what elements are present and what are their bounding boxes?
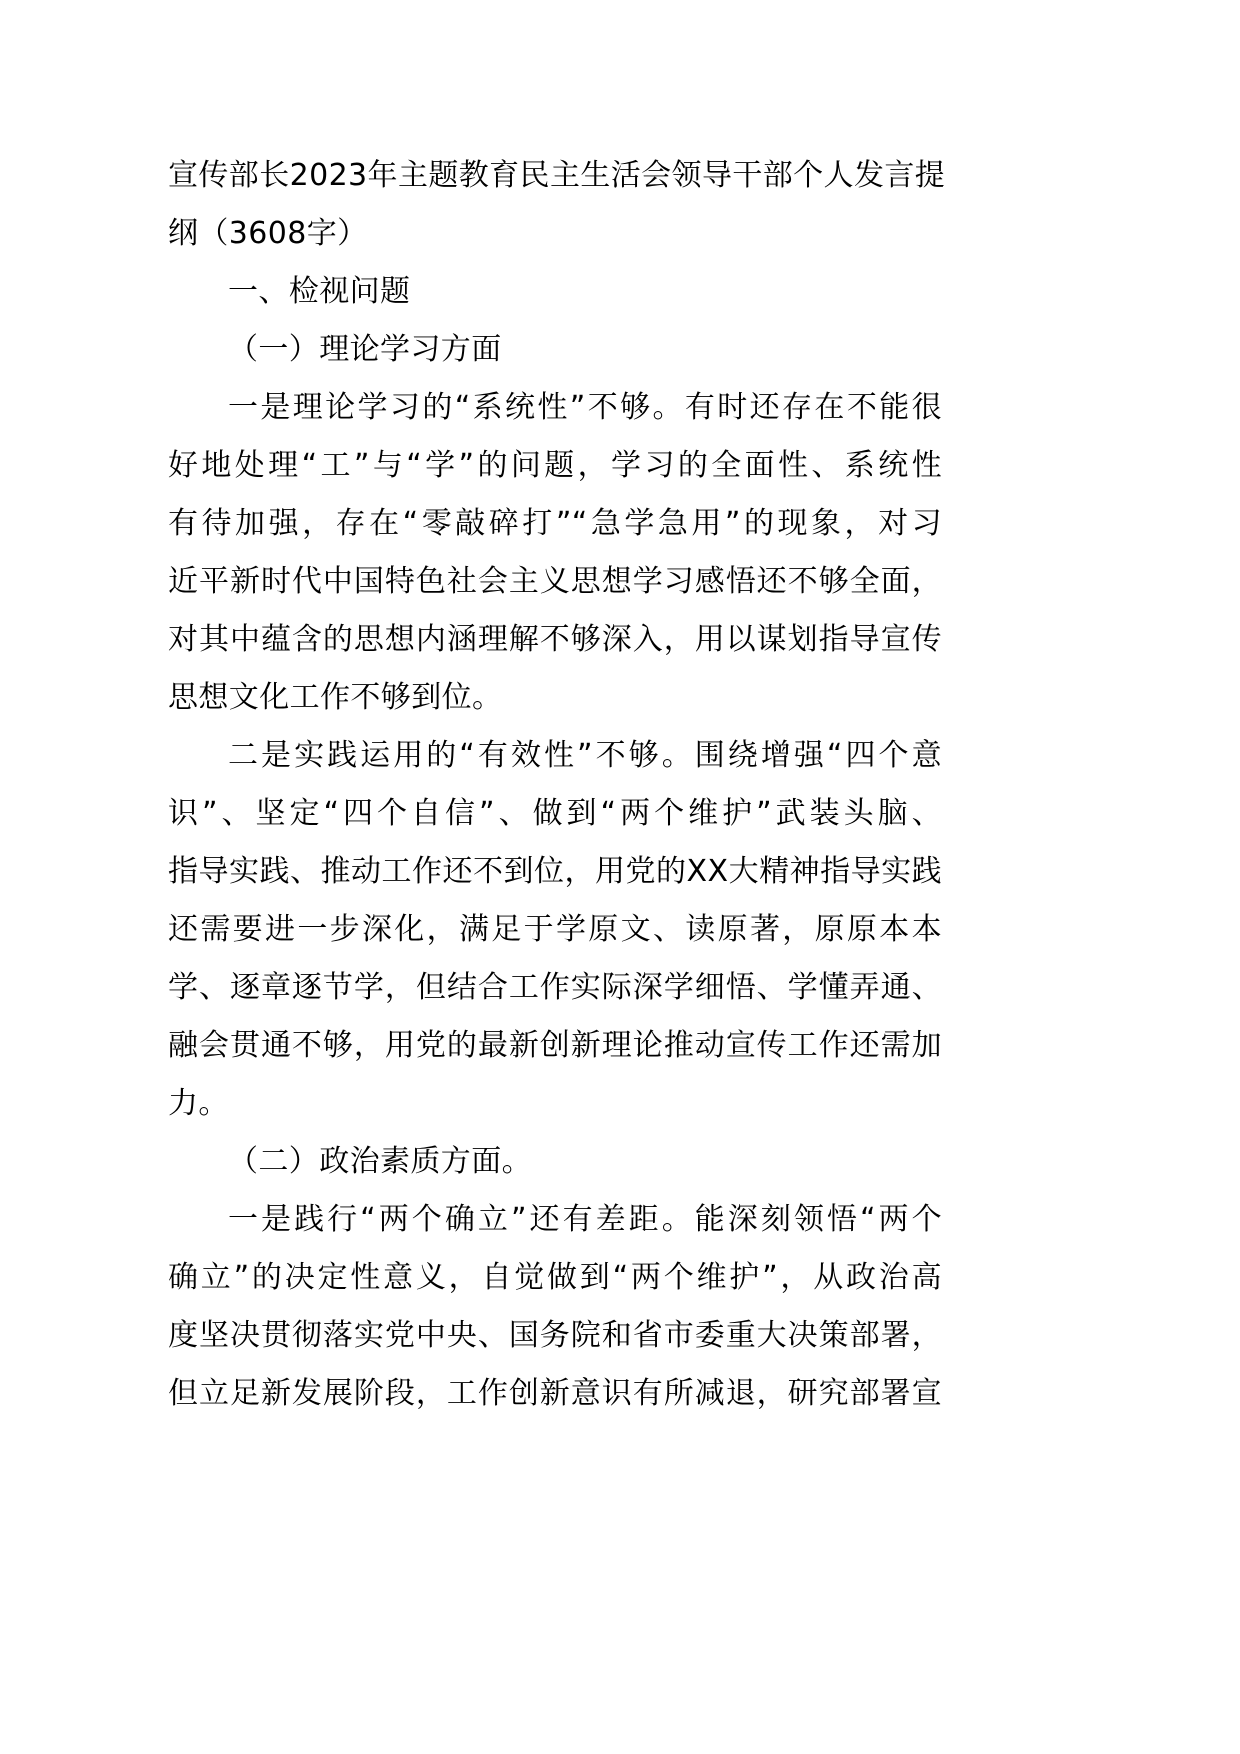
paragraph-line: 一是践行“两个确立”还有差距。能深刻领悟“两个 [228, 1202, 942, 1237]
paragraph-line: 力。 [168, 1086, 229, 1121]
paragraph-line: 确立”的决定性意义，自觉做到“两个维护”，从政治高 [168, 1260, 942, 1295]
paragraph-line: 度坚决贯彻落实党中央、国务院和省市委重大决策部署， [168, 1318, 942, 1353]
paragraph-line: 融会贯通不够，用党的最新创新理论推动宣传工作还需加 [168, 1028, 942, 1063]
document-title-line-1: 宣传部长2023年主题教育民主生活会领导干部个人发言提 [168, 158, 946, 193]
paragraph-line: 指导实践、推动工作还不到位，用党的XX大精神指导实践 [168, 854, 942, 889]
section-heading: 一、检视问题 [228, 274, 411, 309]
paragraph-line: 对其中蕴含的思想内涵理解不够深入，用以谋划指导宣传 [168, 622, 942, 657]
paragraph-line: 识”、坚定“四个自信”、做到“两个维护”武装头脑、 [168, 796, 942, 831]
document-title-line-2: 纲（3608字） [168, 216, 368, 251]
paragraph-line: 学、逐章逐节学，但结合工作实际深学细悟、学懂弄通、 [168, 970, 942, 1005]
paragraph-line: 好地处理“工”与“学”的问题，学习的全面性、系统性 [168, 448, 942, 483]
paragraph-line: 近平新时代中国特色社会主义思想学习感悟还不够全面， [168, 564, 942, 599]
paragraph-line: 一是理论学习的“系统性”不够。有时还存在不能很 [228, 390, 942, 425]
subsection-1-heading: （一）理论学习方面 [228, 332, 502, 367]
paragraph-line: 有待加强，存在“零敲碎打”“急学急用”的现象，对习 [168, 506, 942, 541]
paragraph-line: 还需要进一步深化，满足于学原文、读原著，原原本本 [168, 912, 942, 947]
paragraph-line: 但立足新发展阶段，工作创新意识有所减退，研究部署宣 [168, 1376, 942, 1411]
paragraph-line: 二是实践运用的“有效性”不够。围绕增强“四个意 [228, 738, 942, 773]
paragraph-line: 思想文化工作不够到位。 [168, 680, 503, 715]
subsection-2-heading: （二）政治素质方面。 [228, 1144, 532, 1179]
